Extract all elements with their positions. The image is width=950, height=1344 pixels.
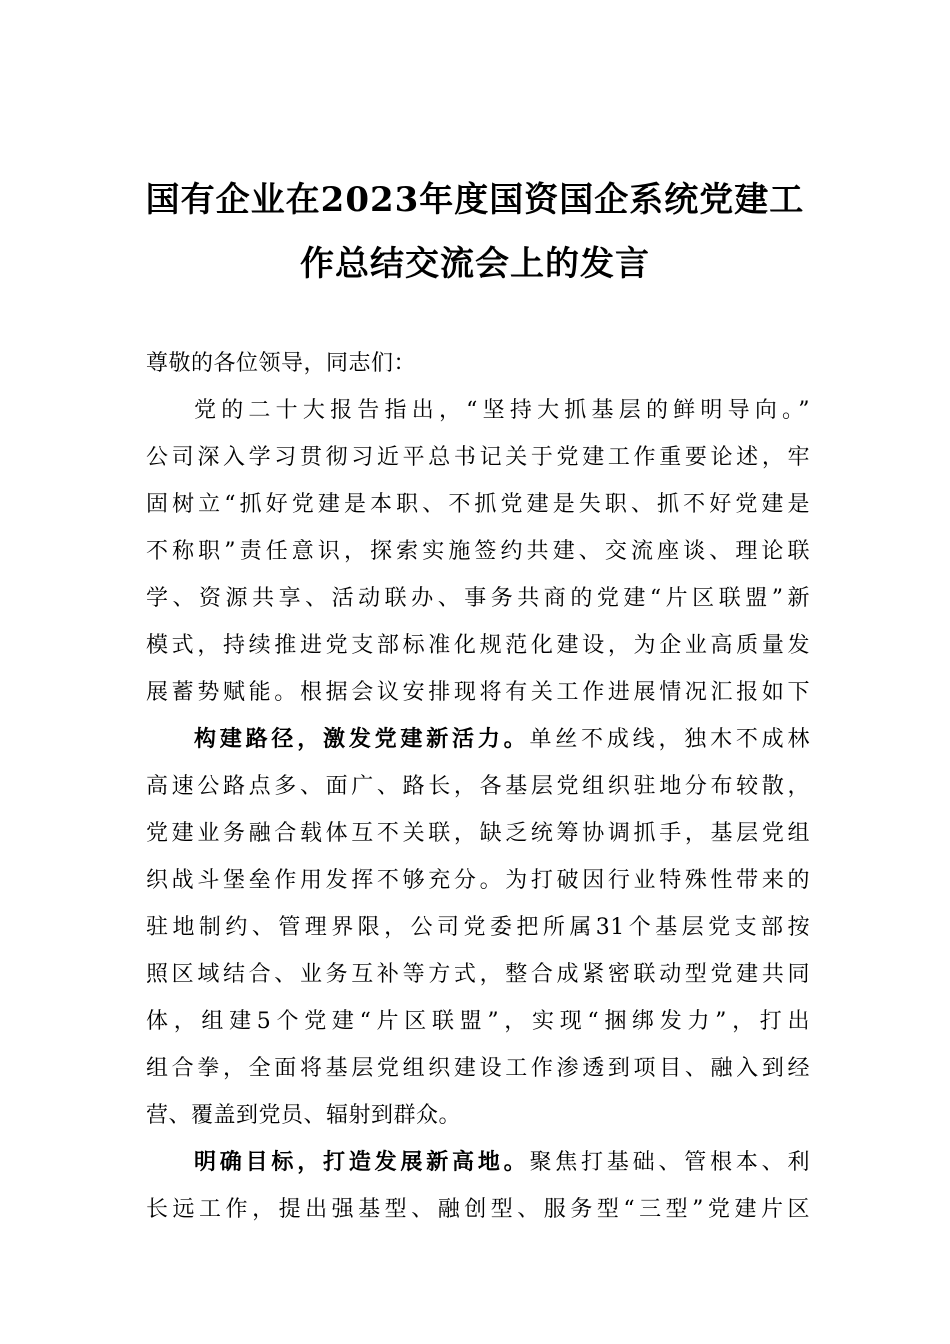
- section-1-line: 营、覆盖到党员、辐射到群众。: [146, 1103, 462, 1128]
- salutation: 尊敬的各位领导，同志们：: [146, 351, 417, 376]
- section-1-first-line-text: 单丝不成线，独木不成林: [529, 727, 810, 752]
- section-2-first-line: [146, 1139, 810, 1186]
- paragraph-1-line: 模式，持续推进党支部标准化规范化建设，为企业高质量发: [146, 633, 810, 658]
- document-body: [146, 340, 810, 1233]
- section-2-heading: 明确目标，打造发展新高地。: [194, 1149, 530, 1175]
- section-2-line: 长远工作，提出强基型、融创型、服务型“三型”党建片区: [146, 1197, 810, 1222]
- paragraph-1-line: 固树立“抓好党建是本职、不抓党建是失职、抓不好党建是: [146, 492, 810, 517]
- section-1-line: 体，组建5个党建“片区联盟”，实现“捆绑发力”，打出: [146, 1009, 810, 1034]
- title-line-2: 作总结交流会上的发言: [300, 244, 650, 284]
- section-1-line: 照区域结合、业务互补等方式，整合成紧密联动型党建共同: [146, 962, 810, 987]
- paragraph-1-line: 党的二十大报告指出，“坚持大抓基层的鲜明导向。”: [194, 398, 810, 423]
- paragraph-1-line: 展蓄势赋能。根据会议安排现将有关工作进展情况汇报如下: [146, 680, 810, 705]
- title-line-1: 国有企业在2023年度国资国企系统党建工: [145, 180, 805, 220]
- paragraph-1-line: 不称职”责任意识，探索实施签约共建、交流座谈、理论联: [146, 539, 810, 564]
- section-1-line: 驻地制约、管理界限，公司党委把所属31个基层党支部按: [146, 915, 810, 940]
- paragraph-1-line: 学、资源共享、活动联办、事务共商的党建“片区联盟”新: [146, 586, 810, 611]
- paragraph-1-line: 公司深入学习贯彻习近平总书记关于党建工作重要论述，牢: [146, 445, 810, 470]
- document-title: [140, 168, 810, 296]
- section-1-line: 高速公路点多、面广、路长，各基层党组织驻地分布较散，: [146, 774, 810, 799]
- section-1-heading: 构建路径，激发党建新活力。: [194, 726, 530, 752]
- section-1-line: 党建业务融合载体互不关联，缺乏统筹协调抓手，基层党组: [146, 821, 810, 846]
- section-1-line: 组合拳，全面将基层党组织建设工作渗透到项目、融入到经: [146, 1056, 810, 1081]
- section-1-first-line: [146, 716, 810, 763]
- section-2-first-line-text: 聚焦打基础、管根本、利: [529, 1150, 810, 1175]
- section-1-line: 织战斗堡垒作用发挥不够充分。为打破因行业特殊性带来的: [146, 868, 810, 893]
